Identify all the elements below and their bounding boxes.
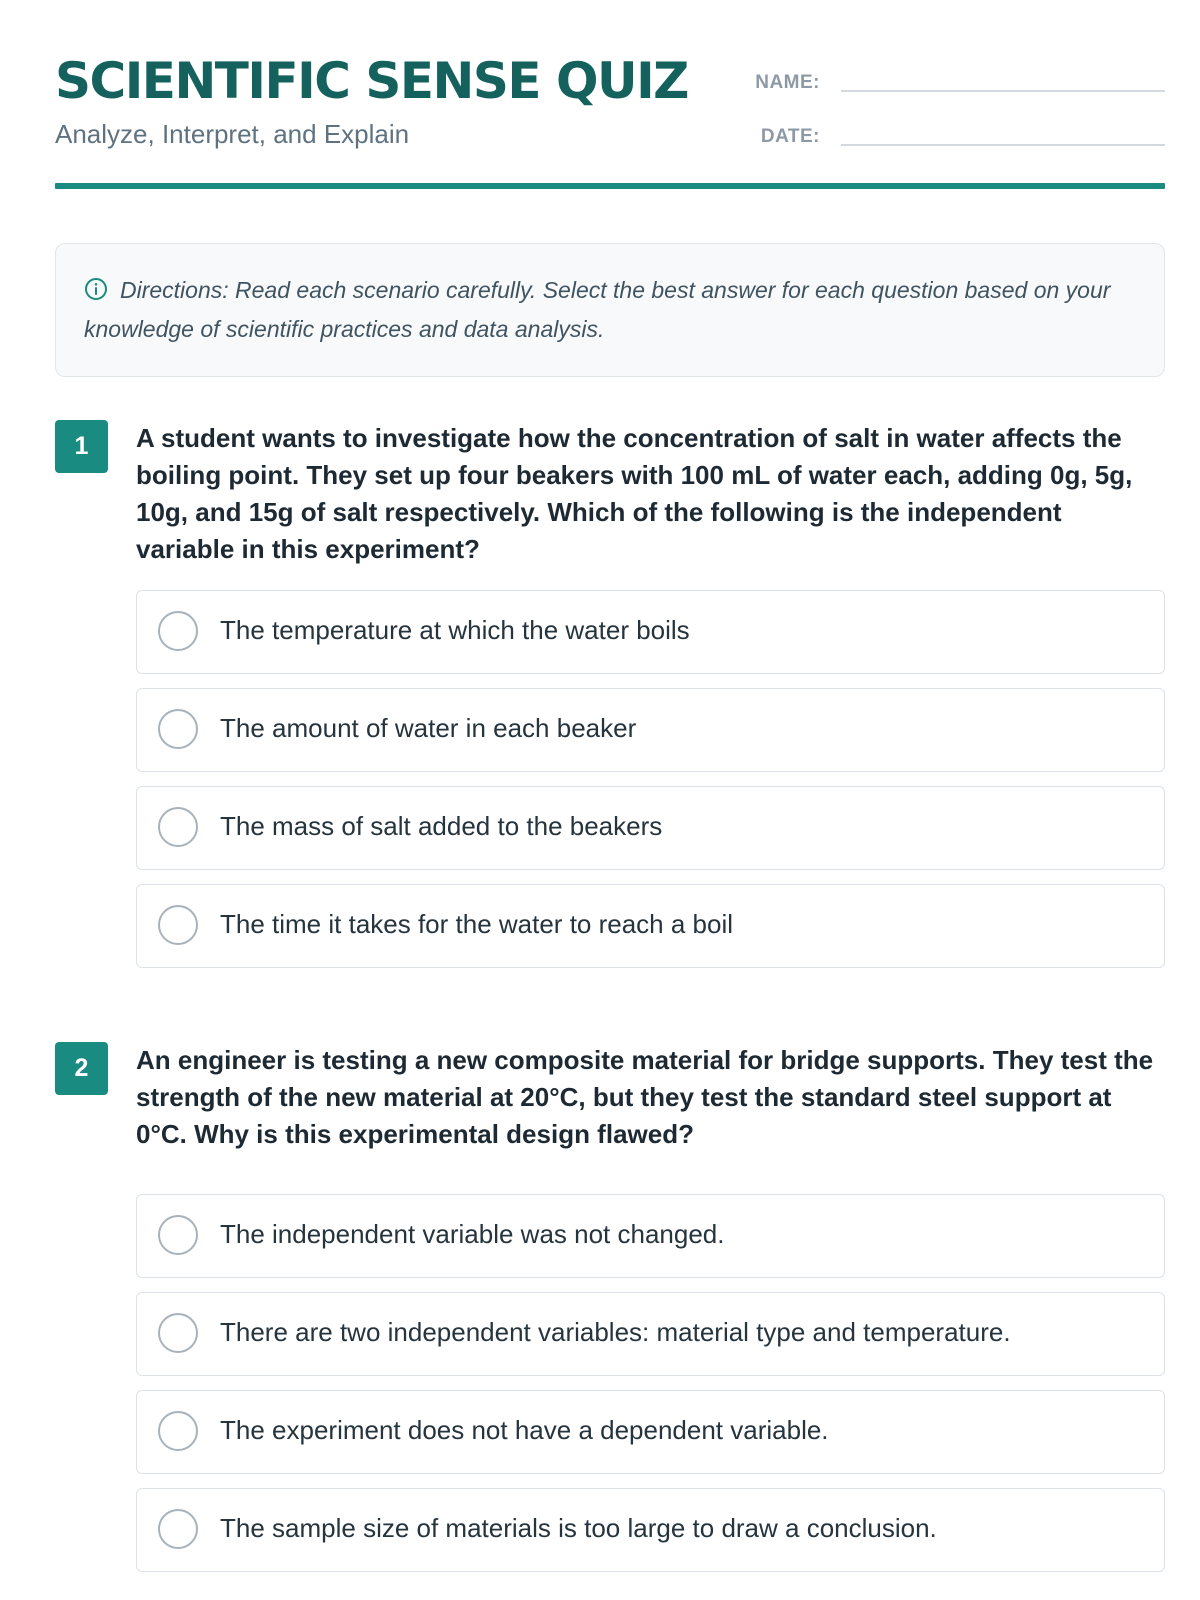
- quiz-page: [55, 0, 1165, 1543]
- answer-option-1d[interactable]: [136, 884, 1165, 968]
- option-label: The sample size of materials is too large to draw a conclusion.: [220, 1513, 937, 1543]
- answer-option-2c[interactable]: [136, 1390, 1165, 1474]
- radio-button[interactable]: [158, 611, 198, 651]
- quiz-header: [55, 0, 1165, 190]
- quiz-title: SCIENTIFIC SENSE QUIZ: [55, 52, 688, 110]
- option-label: The time it takes for the water to reach a boil: [220, 909, 734, 939]
- quiz-subtitle: Analyze, Interpret, and Explain: [55, 119, 410, 149]
- option-label: The amount of water in each beaker: [220, 713, 637, 743]
- answer-option-1c[interactable]: [136, 786, 1165, 870]
- question-number-badge: 1: [55, 420, 108, 473]
- directions-box: [55, 243, 1165, 377]
- radio-button[interactable]: [158, 1509, 198, 1549]
- date-line[interactable]: [841, 144, 1165, 146]
- question-text: A student wants to investigate how the concentration of salt in water affects the boiling point. They set up four beakers with 100 mL of water each, adding 0g, 5g, 10g, and 15g of salt respectively. Which of the following is the independent variable in this experiment?: [136, 423, 1133, 564]
- directions-text: Directions: Read each scenario carefully. Select the best answer for each question based on your knowledge of scientific practices and data analysis.: [84, 277, 1111, 342]
- answer-option-2a[interactable]: [136, 1194, 1165, 1278]
- radio-button[interactable]: [158, 1313, 198, 1353]
- date-label: DATE:: [760, 126, 820, 147]
- date-field-row: [745, 122, 1165, 152]
- answer-option-1b[interactable]: [136, 688, 1165, 772]
- radio-button[interactable]: [158, 1215, 198, 1255]
- answer-option-1a[interactable]: [136, 590, 1165, 674]
- name-line[interactable]: [841, 90, 1165, 92]
- answer-option-2b[interactable]: [136, 1292, 1165, 1376]
- option-label: The experiment does not have a dependent variable.: [220, 1415, 829, 1445]
- answer-option-2d[interactable]: [136, 1488, 1165, 1572]
- radio-button[interactable]: [158, 709, 198, 749]
- name-label: NAME:: [755, 72, 820, 93]
- radio-button[interactable]: [158, 905, 198, 945]
- option-label: The temperature at which the water boils: [220, 615, 690, 645]
- radio-button[interactable]: [158, 807, 198, 847]
- question-text: An engineer is testing a new composite material for bridge supports. They test the strength of the new material at 20°C, but they test the standard steel support at 0°C. Why is this experimental design flawed?: [136, 1045, 1154, 1149]
- option-label: The mass of salt added to the beakers: [220, 811, 663, 841]
- header-divider: [55, 183, 1165, 189]
- question-number-badge: 2: [55, 1042, 108, 1095]
- info-icon: [84, 277, 108, 301]
- option-label: There are two independent variables: material type and temperature.: [220, 1317, 1011, 1347]
- option-label: The independent variable was not changed.: [220, 1219, 725, 1249]
- name-field-row: [745, 68, 1165, 98]
- radio-button[interactable]: [158, 1411, 198, 1451]
